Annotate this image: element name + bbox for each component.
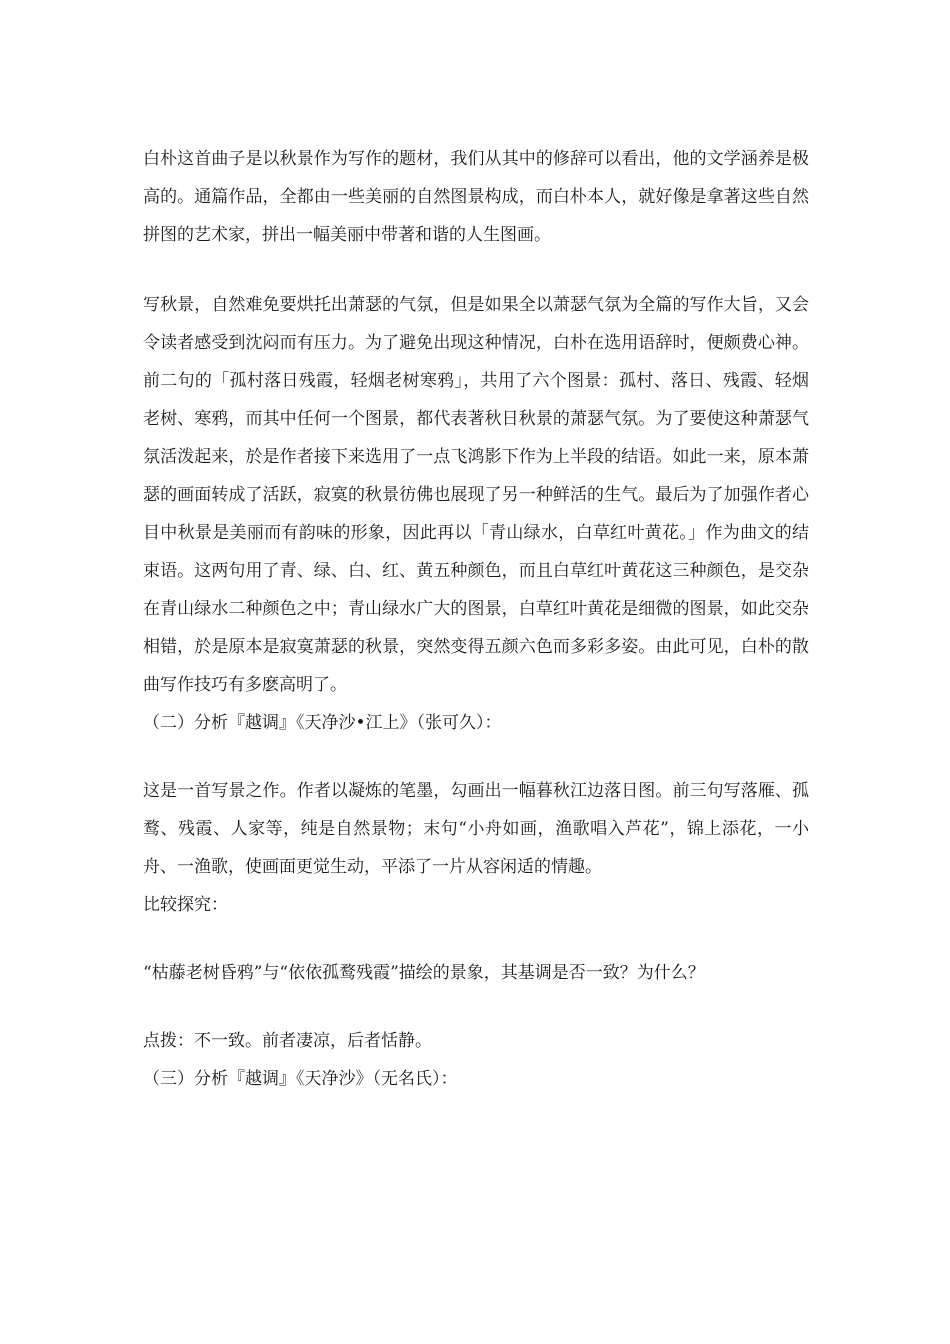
paragraph-baipu-intro: 白朴这首曲子是以秋景作为写作的题材，我们从其中的修辞可以看出，他的文学涵养是极高的。通篇作品，全都由一些美丽的自然图景构成，而白朴本人，就好像是拿著这些自然拼图的艺术家，拼出一幅美丽中带著和谐的人生图画。 bbox=[143, 149, 809, 245]
comparison-answer: 点拨：不一致。前者凄凉，后者恬静。 bbox=[143, 1031, 432, 1051]
paragraph-autumn-scene-analysis: 写秋景，自然难免要烘托出萧瑟的气氛，但是如果全以萧瑟气氛为全篇的写作大旨，又会令读者感受到沈闷而有压力。为了避免出现这种情况，白朴在选用语辞时，便颇费心神。前二句的「孤村落日残霞，轻烟老树寒鸦」，共用了六个图景：孤村、落日、残霞、轻烟老树、寒鸦，而其中任何一个图景，都代表著秋日秋景的萧瑟气氛。为了要使这种萧瑟气氛活泼起来，於是作者接下来选用了一点飞鸿影下作为上半段的结语。如此一来，原本萧瑟的画面转成了活跃，寂寞的秋景彷佛也展现了另一种鲜活的生气。最后为了加强作者心目中秋景是美丽而有韵味的形象，因此再以「青山绿水，白草红叶黄花。」作为曲文的结束语。这两句用了青、绿、白、红、黄五种颜色，而且白草红叶黄花这三种颜色，是交杂在青山绿水二种颜色之中；青山绿水广大的图景，白草红叶黄花是细微的图景，如此交杂相错，於是原本是寂寞萧瑟的秋景，突然变得五颜六色而多彩多姿。由此可见，白朴的散曲写作技巧有多麽高明了。 bbox=[143, 295, 809, 695]
paragraph-jiangshang-analysis: 这是一首写景之作。作者以凝炼的笔墨，勾画出一幅暮秋江边落日图。前三句写落雁、孤鹜、残霞、人家等，纯是自然景物；末句“小舟如画，渔歌唱入芦花”，锦上添花，一小舟、一渔歌，使画面更觉生动，平添了一片从容闲适的情趣。 bbox=[143, 781, 809, 877]
section-heading-anonymous: （三）分析『越调』《天净沙》（无名氏）： bbox=[143, 1069, 458, 1089]
comparison-heading: 比较探究： bbox=[143, 895, 228, 915]
document-body bbox=[143, 140, 809, 1098]
comparison-question: “枯藤老树昏鸦”与“依依孤鹜残霞”描绘的景象，其基调是否一致？为什么？ bbox=[143, 963, 705, 983]
section-heading-jiangshang: （二）分析『越调』《天净沙•江上》（张可久）： bbox=[143, 713, 502, 733]
